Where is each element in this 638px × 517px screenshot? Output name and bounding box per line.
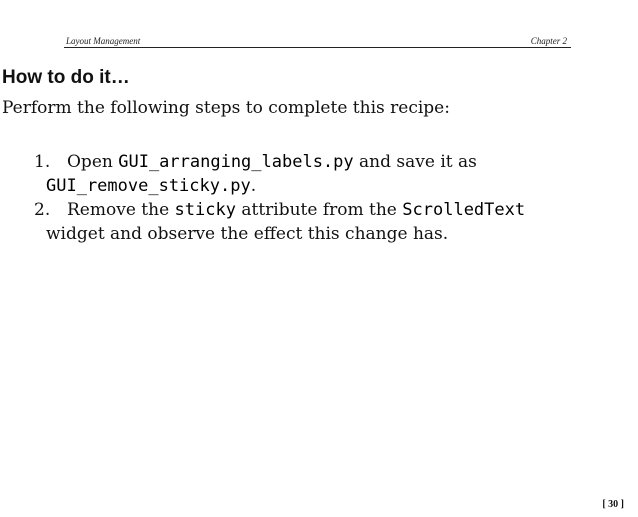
step-2-code-sticky: sticky — [174, 200, 236, 220]
steps-list — [34, 150, 594, 246]
step-2-line-2 — [46, 222, 594, 246]
step-1-line-1 — [67, 150, 594, 174]
step-2-code-scrolledtext: ScrolledText — [402, 200, 526, 220]
step-2-text-remove: Remove the — [67, 200, 175, 220]
step-1-text-save: and save it as — [353, 152, 477, 172]
intro-paragraph: Perform the following steps to complete this recipe: — [2, 98, 450, 118]
step-2-line-1 — [67, 198, 594, 222]
step-1-number: 1. — [34, 152, 51, 172]
step-1-line-2 — [46, 174, 594, 198]
step-1 — [34, 150, 594, 198]
step-1-code-target-file: GUI_remove_sticky.py — [46, 176, 251, 196]
page-number: [ 30 ] — [602, 499, 624, 510]
step-2 — [34, 198, 594, 246]
running-header — [64, 35, 571, 48]
step-2-text-attribute: attribute from the — [235, 200, 403, 220]
step-2-number: 2. — [34, 200, 51, 220]
step-1-text-period: . — [250, 176, 257, 196]
step-2-text-observe: widget and observe the effect this change has. — [46, 224, 449, 244]
step-1-text-open: Open — [67, 152, 119, 172]
section-heading: How to do it… — [2, 67, 130, 88]
header-chapter-number: Chapter 2 — [530, 36, 567, 46]
step-1-code-source-file: GUI_arranging_labels.py — [118, 152, 354, 172]
header-chapter-title: Layout Management — [66, 36, 141, 46]
